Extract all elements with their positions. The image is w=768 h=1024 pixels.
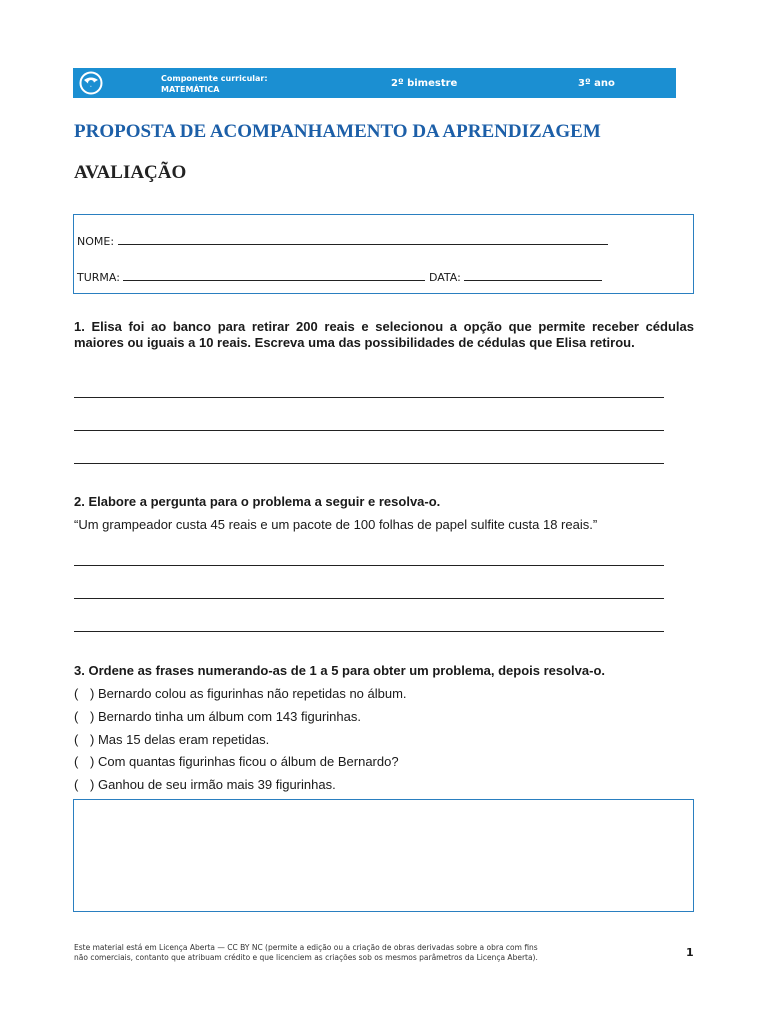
answer-box[interactable] <box>73 799 694 912</box>
order-number-field[interactable]: ( <box>74 686 82 701</box>
order-number-field[interactable]: ( <box>74 754 82 769</box>
license-line-1: Este material está em Licença Aberta — CC BY NC (permite a edição ou a criação de obras derivadas sobre a obra com fins <box>74 943 538 952</box>
order-option-text: Mas 15 delas eram repetidas. <box>97 732 270 747</box>
order-option: ( ) Bernardo colou as figurinhas não repetidas no álbum. <box>74 686 407 701</box>
question-2: 2. Elabore a pergunta para o problema a seguir e resolva-o. <box>74 494 441 509</box>
data-label: DATA: <box>428 271 461 284</box>
order-number-field[interactable]: ( <box>74 709 82 724</box>
page-number: 1 <box>686 946 694 959</box>
order-option-text: Ganhou de seu irmão mais 39 figurinhas. <box>97 777 336 792</box>
turma-row <box>77 270 602 284</box>
turma-field[interactable] <box>123 270 425 281</box>
answer-line[interactable] <box>74 631 664 632</box>
answer-line[interactable] <box>74 565 664 566</box>
question-1: 1. Elisa foi ao banco para retirar 200 reais e selecionou a opção que permite receber cédulas maiores ou iguais a 10 reais. Escreva uma das possibilidades de cédulas que Elisa retirou. <box>74 319 694 350</box>
question-2-statement: “Um grampeador custa 45 reais e um pacote de 100 folhas de papel sulfite custa 18 reais.” <box>74 517 598 532</box>
student-info-box <box>73 214 694 294</box>
answer-line[interactable] <box>74 598 664 599</box>
header-band <box>73 68 676 98</box>
order-option: ( ) Bernardo tinha um álbum com 143 figurinhas. <box>74 709 361 724</box>
order-option: ( ) Ganhou de seu irmão mais 39 figurinhas. <box>74 777 336 792</box>
nome-row <box>77 234 608 248</box>
answer-line[interactable] <box>74 463 664 464</box>
bimestre-label: 2º bimestre <box>391 78 458 89</box>
order-option-text: Com quantas figurinhas ficou o álbum de Bernardo? <box>97 754 399 769</box>
globe-logo-icon <box>79 71 103 95</box>
order-option: ( ) Com quantas figurinhas ficou o álbum de Bernardo? <box>74 754 399 769</box>
order-option-text: Bernardo colou as figurinhas não repetidas no álbum. <box>97 686 407 701</box>
nome-label: NOME: <box>77 235 115 248</box>
component-value: MATEMÁTICA <box>161 85 220 94</box>
component-label: Componente curricular: <box>161 74 268 83</box>
ano-label: 3º ano <box>578 78 615 89</box>
page-subtitle: AVALIAÇÃO <box>74 162 187 183</box>
turma-label: TURMA: <box>77 271 120 284</box>
data-field[interactable] <box>464 270 602 281</box>
order-option: ( ) Mas 15 delas eram repetidas. <box>74 732 270 747</box>
order-option-text: Bernardo tinha um álbum com 143 figurinhas. <box>97 709 361 724</box>
license-footer <box>74 943 594 963</box>
license-line-2: não comerciais, contanto que atribuam crédito e que licenciem as criações sob os mesmos parâmetros da Licença Aberta). <box>74 953 538 962</box>
page-title: PROPOSTA DE ACOMPANHAMENTO DA APRENDIZAGEM <box>74 121 601 142</box>
order-number-field[interactable]: ( <box>74 732 82 747</box>
nome-field[interactable] <box>118 234 608 245</box>
order-number-field[interactable]: ( <box>74 777 82 792</box>
answer-line[interactable] <box>74 430 664 431</box>
answer-line[interactable] <box>74 397 664 398</box>
question-3: 3. Ordene as frases numerando-as de 1 a 5 para obter um problema, depois resolva-o. <box>74 663 606 678</box>
